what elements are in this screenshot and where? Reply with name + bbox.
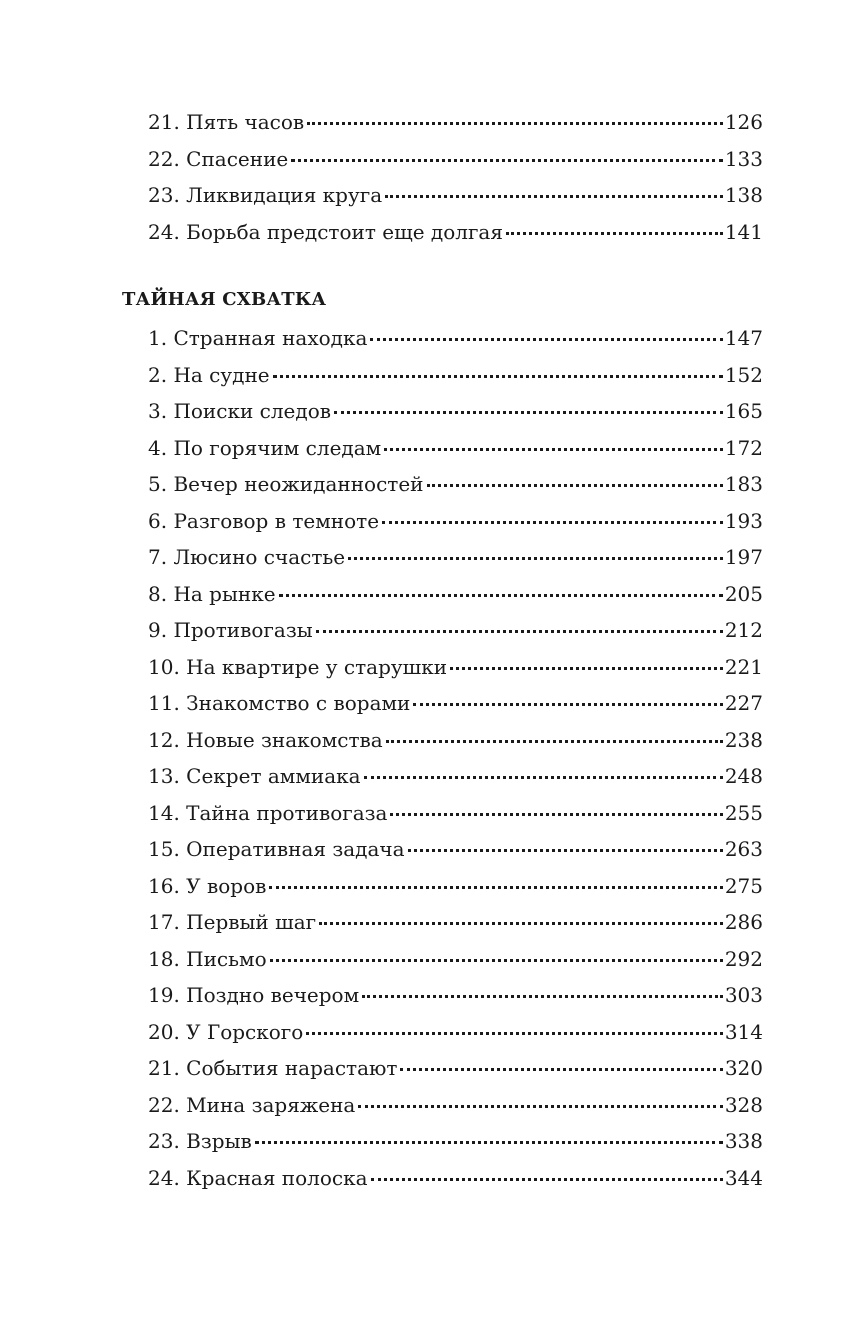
toc-entry (148, 430, 763, 467)
toc-entry-page: 275 (724, 873, 763, 898)
toc-entry-title: 8. На рынке (148, 581, 276, 606)
toc-entry-page: 193 (724, 508, 763, 533)
toc-entry (148, 576, 763, 613)
toc-leader-dots (269, 886, 722, 889)
toc-leader-dots (413, 703, 722, 706)
toc-entry (148, 539, 763, 576)
toc-leader-dots (307, 122, 723, 125)
toc-entry-title: 10. На квартире у старушки (148, 654, 448, 679)
toc-leader-dots (385, 195, 723, 198)
toc-leader-dots (364, 776, 723, 779)
toc-entry-title: 20. У Горского (148, 1019, 304, 1044)
toc-entry-page: 328 (724, 1092, 763, 1117)
toc-entry-title: 1. Странная находка (148, 326, 368, 350)
toc-entry (148, 758, 763, 795)
toc-entry-page: 221 (724, 654, 763, 679)
toc-entry (148, 685, 763, 722)
toc-entry (148, 357, 763, 394)
toc-entry-page: 183 (724, 472, 763, 496)
toc-leader-dots (306, 1032, 722, 1035)
toc-leader-dots (384, 448, 723, 451)
toc-leader-dots (506, 232, 723, 235)
toc-leader-dots (370, 338, 722, 341)
toc-leader-dots (427, 484, 723, 487)
toc-entry-page: 133 (724, 146, 763, 171)
toc-entry-page: 303 (724, 983, 763, 1007)
toc-entry-title: 16. У воров (148, 873, 267, 898)
toc-entry-page: 147 (724, 326, 763, 350)
toc-entry-title: 2. На судне (148, 362, 270, 387)
toc-entry (148, 503, 763, 540)
toc-entry-page: 255 (724, 800, 763, 825)
toc-leader-dots (386, 740, 723, 743)
section-heading: ТАЙНАЯ СХВАТКА (122, 289, 327, 310)
toc-entry-title: 4. По горячим следам (148, 435, 382, 460)
toc-leader-dots (400, 1068, 722, 1071)
toc-leader-dots (408, 849, 723, 852)
toc-entry-page: 197 (724, 545, 763, 569)
toc-entry-title: 12. Новые знакомства (148, 727, 383, 752)
toc-entry-title: 15. Оперативная задача (148, 837, 405, 861)
toc-leader-dots (316, 630, 723, 633)
toc-entry-title: 11. Знакомство с ворами (148, 691, 411, 715)
toc-entry-page: 320 (724, 1056, 763, 1080)
toc-entry-title: 14. Тайна противогаза (148, 800, 388, 825)
toc-leader-dots (270, 959, 723, 962)
toc-entry (148, 393, 763, 430)
toc-entry-page: 314 (724, 1019, 763, 1044)
toc-entry-page: 212 (724, 618, 763, 642)
toc-entry (148, 1014, 763, 1051)
toc-entry (148, 141, 763, 178)
toc-entry-page: 286 (724, 910, 763, 934)
toc-entry-title: 3. Поиски следов (148, 399, 331, 423)
toc-entry-page: 165 (724, 399, 763, 423)
toc-entry (148, 649, 763, 686)
toc-entry-page: 338 (724, 1129, 763, 1153)
toc-entry (148, 977, 763, 1014)
toc-entry-page: 248 (724, 764, 763, 788)
toc-entry-title: 7. Люсино счастье (148, 545, 346, 569)
toc-entry-title: 24. Красная полоска (148, 1165, 368, 1190)
toc-leader-dots (362, 995, 723, 998)
toc-entry-title: 24. Борьба предстоит еще долгая (148, 219, 503, 244)
toc-entry (148, 612, 763, 649)
toc-entry (148, 941, 763, 978)
toc-entry (148, 868, 763, 905)
toc-entry (148, 904, 763, 941)
toc-leader-dots (273, 375, 723, 378)
toc-entry (148, 795, 763, 832)
toc-entry-page: 205 (724, 581, 763, 606)
toc-entry-page: 292 (724, 946, 763, 971)
toc-entry-page: 238 (724, 727, 763, 752)
toc-entry-page: 126 (724, 110, 763, 134)
toc-entry-title: 18. Письмо (148, 946, 267, 971)
toc-entry-page: 141 (724, 219, 763, 244)
toc-leader-dots (390, 813, 722, 816)
toc-entry (148, 320, 763, 357)
toc-leader-dots (291, 159, 723, 162)
toc-section-continued (148, 104, 763, 250)
toc-entry-page: 227 (724, 691, 763, 715)
toc-entry-title: 22. Спасение (148, 146, 289, 171)
toc-leader-dots (382, 521, 723, 524)
toc-entry (148, 831, 763, 868)
toc-entry-title: 22. Мина заряжена (148, 1092, 356, 1117)
toc-entry (148, 1087, 763, 1124)
toc-entry (148, 104, 763, 141)
toc-entry (148, 177, 763, 214)
toc-entry (148, 1050, 763, 1087)
toc-entry-title: 21. События нарастают (148, 1056, 398, 1080)
toc-entry-page: 263 (724, 837, 763, 861)
toc-entry-title: 23. Ликвидация круга (148, 183, 383, 207)
toc-entry (148, 466, 763, 503)
toc-entry (148, 722, 763, 759)
toc-leader-dots (348, 557, 723, 560)
toc-entry (148, 1160, 763, 1197)
toc-entry-title: 9. Противогазы (148, 618, 313, 642)
toc-entry-page: 172 (724, 435, 763, 460)
toc-leader-dots (319, 922, 723, 925)
toc-entry-title: 5. Вечер неожиданностей (148, 472, 424, 496)
toc-leader-dots (358, 1105, 722, 1108)
toc-leader-dots (450, 667, 723, 670)
toc-entry-title: 23. Взрыв (148, 1129, 252, 1153)
toc-entry-title: 17. Первый шаг (148, 910, 317, 934)
toc-entry-title: 13. Секрет аммиака (148, 764, 361, 788)
toc-entry-title: 19. Поздно вечером (148, 983, 360, 1007)
toc-section-secret-fight (148, 320, 763, 1196)
toc-leader-dots (334, 411, 723, 414)
toc-entry-title: 6. Разговор в темноте (148, 508, 380, 533)
toc-entry-page: 138 (724, 183, 763, 207)
toc-entry-page: 344 (724, 1165, 763, 1190)
toc-leader-dots (255, 1141, 723, 1144)
toc-leader-dots (279, 594, 723, 597)
toc-entry-title: 21. Пять часов (148, 110, 305, 134)
toc-entry (148, 214, 763, 251)
toc-entry-page: 152 (724, 362, 763, 387)
toc-entry (148, 1123, 763, 1160)
toc-leader-dots (371, 1178, 723, 1181)
